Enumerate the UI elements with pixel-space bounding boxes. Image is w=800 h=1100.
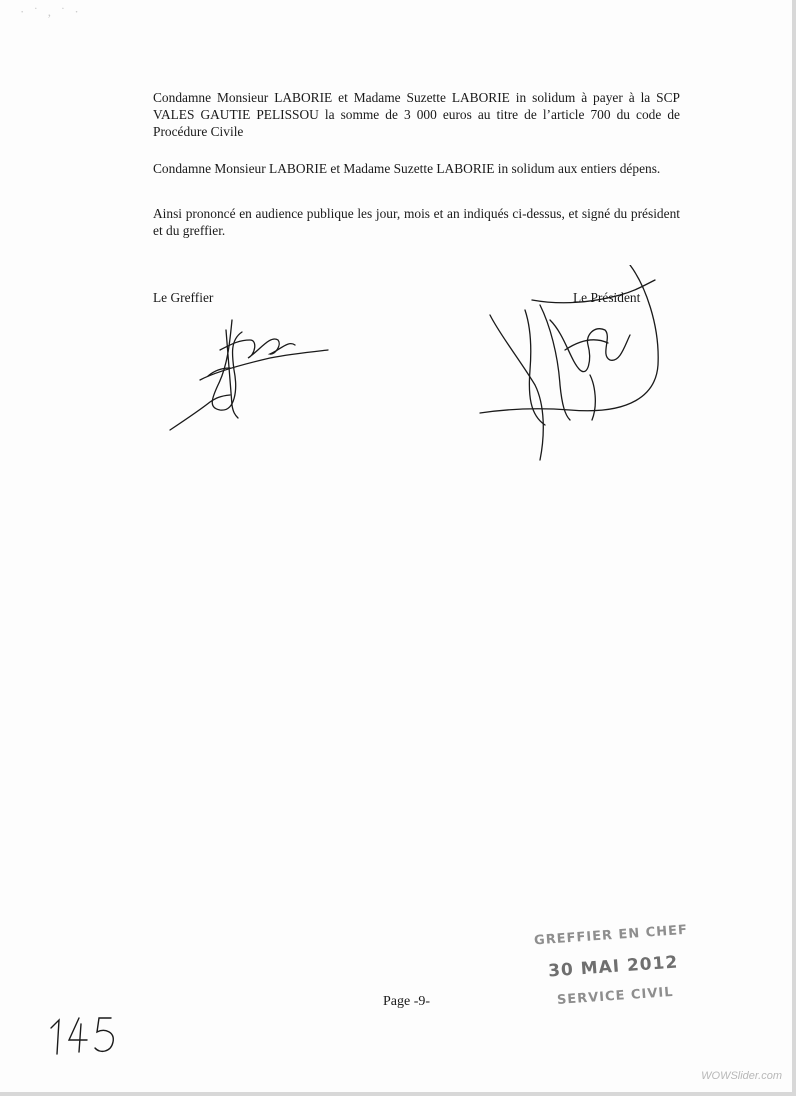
greffe-stamp — [531, 923, 698, 1034]
scan-speckle: · ˙ ‚ ˙ · — [20, 4, 82, 19]
watermark: WOWSlider.com — [701, 1070, 782, 1082]
paragraph-prononce: Ainsi prononcé en audience publique les jour, mois et an indiqués ci-dessus, et signé du président et du greffier. — [153, 206, 680, 238]
stamp-service: SERVICE CIVIL — [556, 984, 674, 1009]
page-number: Page -9- — [383, 994, 431, 1009]
greffier-label: Le Greffier — [153, 290, 214, 305]
greffier-signature — [160, 310, 340, 440]
paragraph-article-700: Condamne Monsieur LABORIE et Madame Suzette LABORIE in solidum à payer à la SCP VALES GAUTIE PELISSOU la somme de 3 000 euros au titre de l’article 700 du code de Procédure Civile — [153, 90, 680, 139]
president-label: Le Président — [573, 290, 641, 305]
handwritten-page-number — [45, 1010, 125, 1060]
stamp-title: GREFFIER EN CHEF — [533, 922, 689, 949]
stamp-date: 30 MAI 2012 — [547, 952, 679, 982]
president-signature — [470, 265, 670, 470]
paragraph-depens: Condamne Monsieur LABORIE et Madame Suzette LABORIE in solidum aux entiers dépens. — [153, 161, 661, 176]
